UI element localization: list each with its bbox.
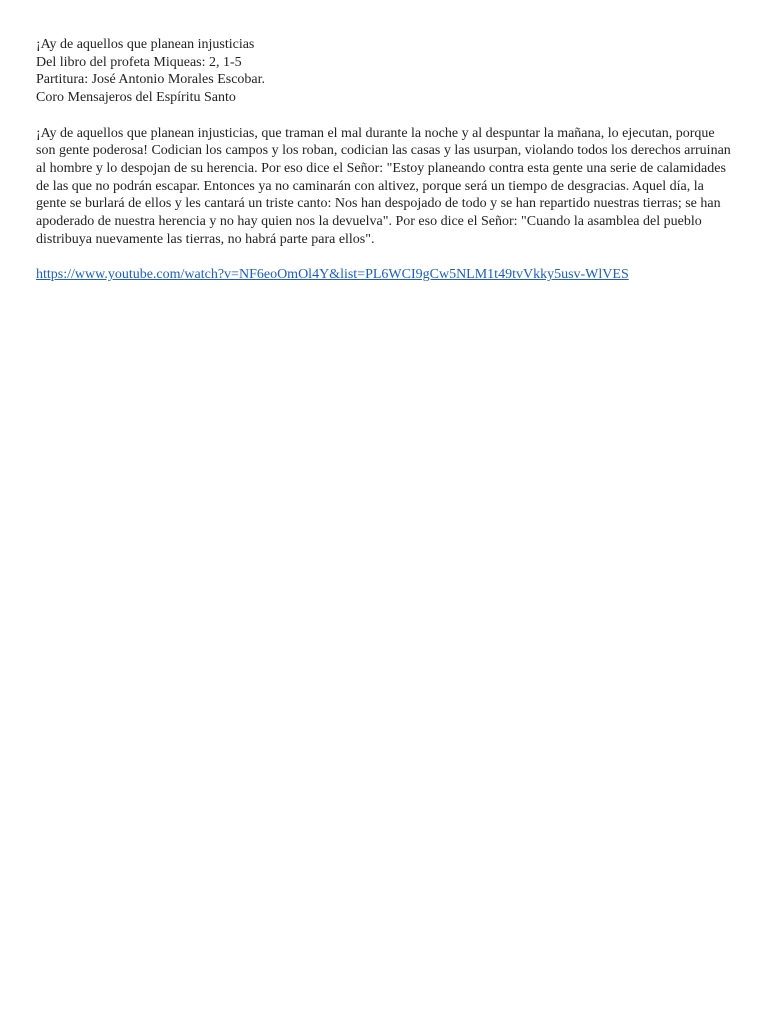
document-header xyxy=(36,36,732,107)
lyrics-paragraph: ¡Ay de aquellos que planean injusticias, que traman el mal durante la noche y al despuntar la mañana, lo ejecutan, porque son gente poderosa! Codician los campos y los roban, codician las casas y las usurpan, violando todos los derechos arruinan al hombre y lo despojan de su herencia. Por eso dice el Señor: "Estoy planeando contra esta gente una serie de calamidades de las que no podrán escapar. Entonces ya no caminarán con altivez, porque será un tiempo de desgracias. Aquel día, la gente se burlará de ellos y les cantará un triste canto: Nos han despojado de todo y se han repartido nuestras tierras; se han apoderado de nuestra herencia y no hay quien nos la devuelva". Por eso dice el Señor: "Cuando la asamblea del pueblo distribuya nuevamente las tierras, no habrá parte para ellos". xyxy=(36,125,731,247)
score-credit: Partitura: José Antonio Morales Escobar. xyxy=(36,72,266,88)
choir-credit: Coro Mensajeros del Espíritu Santo xyxy=(36,90,236,106)
song-title: ¡Ay de aquellos que planean injusticias xyxy=(36,37,255,52)
youtube-link[interactable]: https://www.youtube.com/watch?v=NF6eoOmOl4Y&list=PL6WCI9gCw5NLM1t49tvVkky5usv-WlVES xyxy=(36,267,629,283)
link-line xyxy=(36,266,732,284)
scripture-reference: Del libro del profeta Miqueas: 2, 1-5 xyxy=(36,54,242,70)
document-page xyxy=(36,36,732,284)
